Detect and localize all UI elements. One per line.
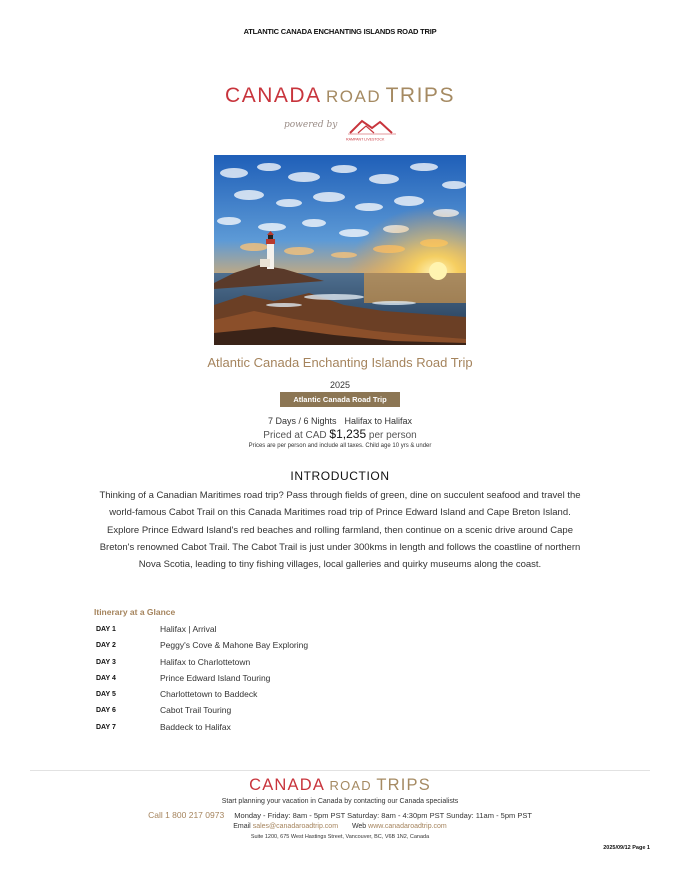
footer-page-info: 2025/09/12 Page 1	[603, 845, 650, 851]
price-note: Prices are per person and include all taxes. Child age 10 yrs & under	[248, 443, 432, 449]
footer-web-link[interactable]: www.canadaroadtrip.com	[368, 823, 447, 830]
brand-word-trips: TRIPS	[385, 84, 455, 107]
brand-word-road: ROAD	[326, 87, 382, 106]
footer-contact	[0, 810, 680, 820]
trip-route: Halifax to Halifax	[344, 416, 413, 426]
trip-title: Atlantic Canada Enchanting Islands Road Trip	[207, 355, 473, 370]
price-prefix: Priced at CAD	[263, 430, 327, 441]
trip-year: 2025	[329, 380, 351, 390]
footer-address: Suite 1200, 675 West Hastings Street, Vancouver, BC, V6B 1N2, Canada	[250, 834, 430, 840]
footer-phone-link[interactable]: Call 1 800 217 0973	[148, 810, 225, 820]
itinerary-row	[96, 721, 496, 737]
itinerary-day: DAY 5	[96, 691, 116, 699]
footer-brand-word-canada: CANADA	[249, 776, 326, 794]
itinerary-list	[96, 623, 496, 737]
footer-divider	[30, 770, 650, 771]
footer-brand-logo	[0, 776, 680, 795]
itinerary-row	[96, 656, 496, 672]
itinerary-row	[96, 639, 496, 655]
hero-image	[214, 155, 466, 345]
itinerary-row	[96, 672, 496, 688]
itinerary-heading: Itinerary at a Glance	[94, 607, 176, 617]
itinerary-row	[96, 688, 496, 704]
brand-word-canada: CANADA	[225, 84, 322, 107]
itinerary-desc: Cabot Trail Touring	[160, 705, 232, 716]
itinerary-desc: Prince Edward Island Touring	[160, 672, 271, 683]
footer-brand-word-road: ROAD	[329, 778, 372, 793]
itinerary-desc: Halifax | Arrival	[160, 624, 217, 634]
itinerary-row	[96, 623, 496, 639]
itinerary-row	[96, 704, 496, 720]
powered-by-text: powered by	[284, 120, 338, 130]
itinerary-day: DAY 1	[96, 626, 116, 633]
itinerary-desc: Halifax to Charlottetown	[160, 656, 251, 667]
brand-logo	[0, 84, 680, 108]
footer-hours: Monday - Friday: 8am - 5pm PST Saturday: 8am - 4:30pm PST Sunday: 11am - 5pm PST	[234, 811, 532, 820]
footer-email-link[interactable]: sales@canadaroadtrip.com	[252, 823, 339, 830]
introduction-heading: INTRODUCTION	[290, 469, 390, 483]
powered-by-logo	[280, 116, 410, 142]
partner-logo-icon	[344, 116, 404, 142]
footer-brand-word-trips: TRIPS	[376, 776, 431, 794]
footer-email-label: Email	[233, 823, 251, 830]
itinerary-day: DAY 2	[96, 642, 116, 650]
trip-price	[0, 427, 680, 441]
price-suffix: per person	[368, 430, 417, 441]
footer-web-label: Web	[351, 823, 367, 830]
itinerary-day: DAY 3	[96, 658, 116, 666]
itinerary-desc: Charlottetown to Baddeck	[160, 689, 258, 700]
itinerary-day: DAY 7	[96, 723, 116, 731]
itinerary-desc: Peggy's Cove & Mahone Bay Exploring	[160, 640, 309, 651]
trip-duration: 7 Days / 6 Nights	[267, 416, 337, 426]
partner-logo-text: RAMPANT LIVESTOCK	[346, 137, 385, 142]
itinerary-desc: Baddeck to Halifax	[160, 721, 231, 732]
footer-tagline: Start planning your vacation in Canada by contacting our Canada specialists	[221, 798, 459, 805]
trip-category-badge: Atlantic Canada Road Trip	[280, 392, 400, 407]
itinerary-day: DAY 6	[96, 707, 116, 715]
footer-links	[0, 823, 680, 830]
itinerary-day: DAY 4	[96, 674, 116, 682]
trip-duration-route	[0, 416, 680, 426]
document-header-title: ATLANTIC CANADA ENCHANTING ISLANDS ROAD TRIP	[243, 27, 437, 36]
lighthouse-sunset-image	[214, 155, 466, 345]
introduction-body: Thinking of a Canadian Maritimes road trip? Pass through fields of green, dine on succulent seafood and travel the world-famous Cabot Trail on this Canada Maritimes road trip of Prince Edward Island and Cape Breton Island. Explore Prince Edward Island's red beaches and rolling farmland, then continue on a scenic drive around Cape Breton's renowned Cabot Trail. The Cabot Trail is just under 300kms in length and follows the coastline of northern Nova Scotia, leading to tiny fishing villages, local galleries and quirky museums along the coast.	[99, 490, 581, 571]
price-amount: $1,235	[329, 427, 367, 441]
